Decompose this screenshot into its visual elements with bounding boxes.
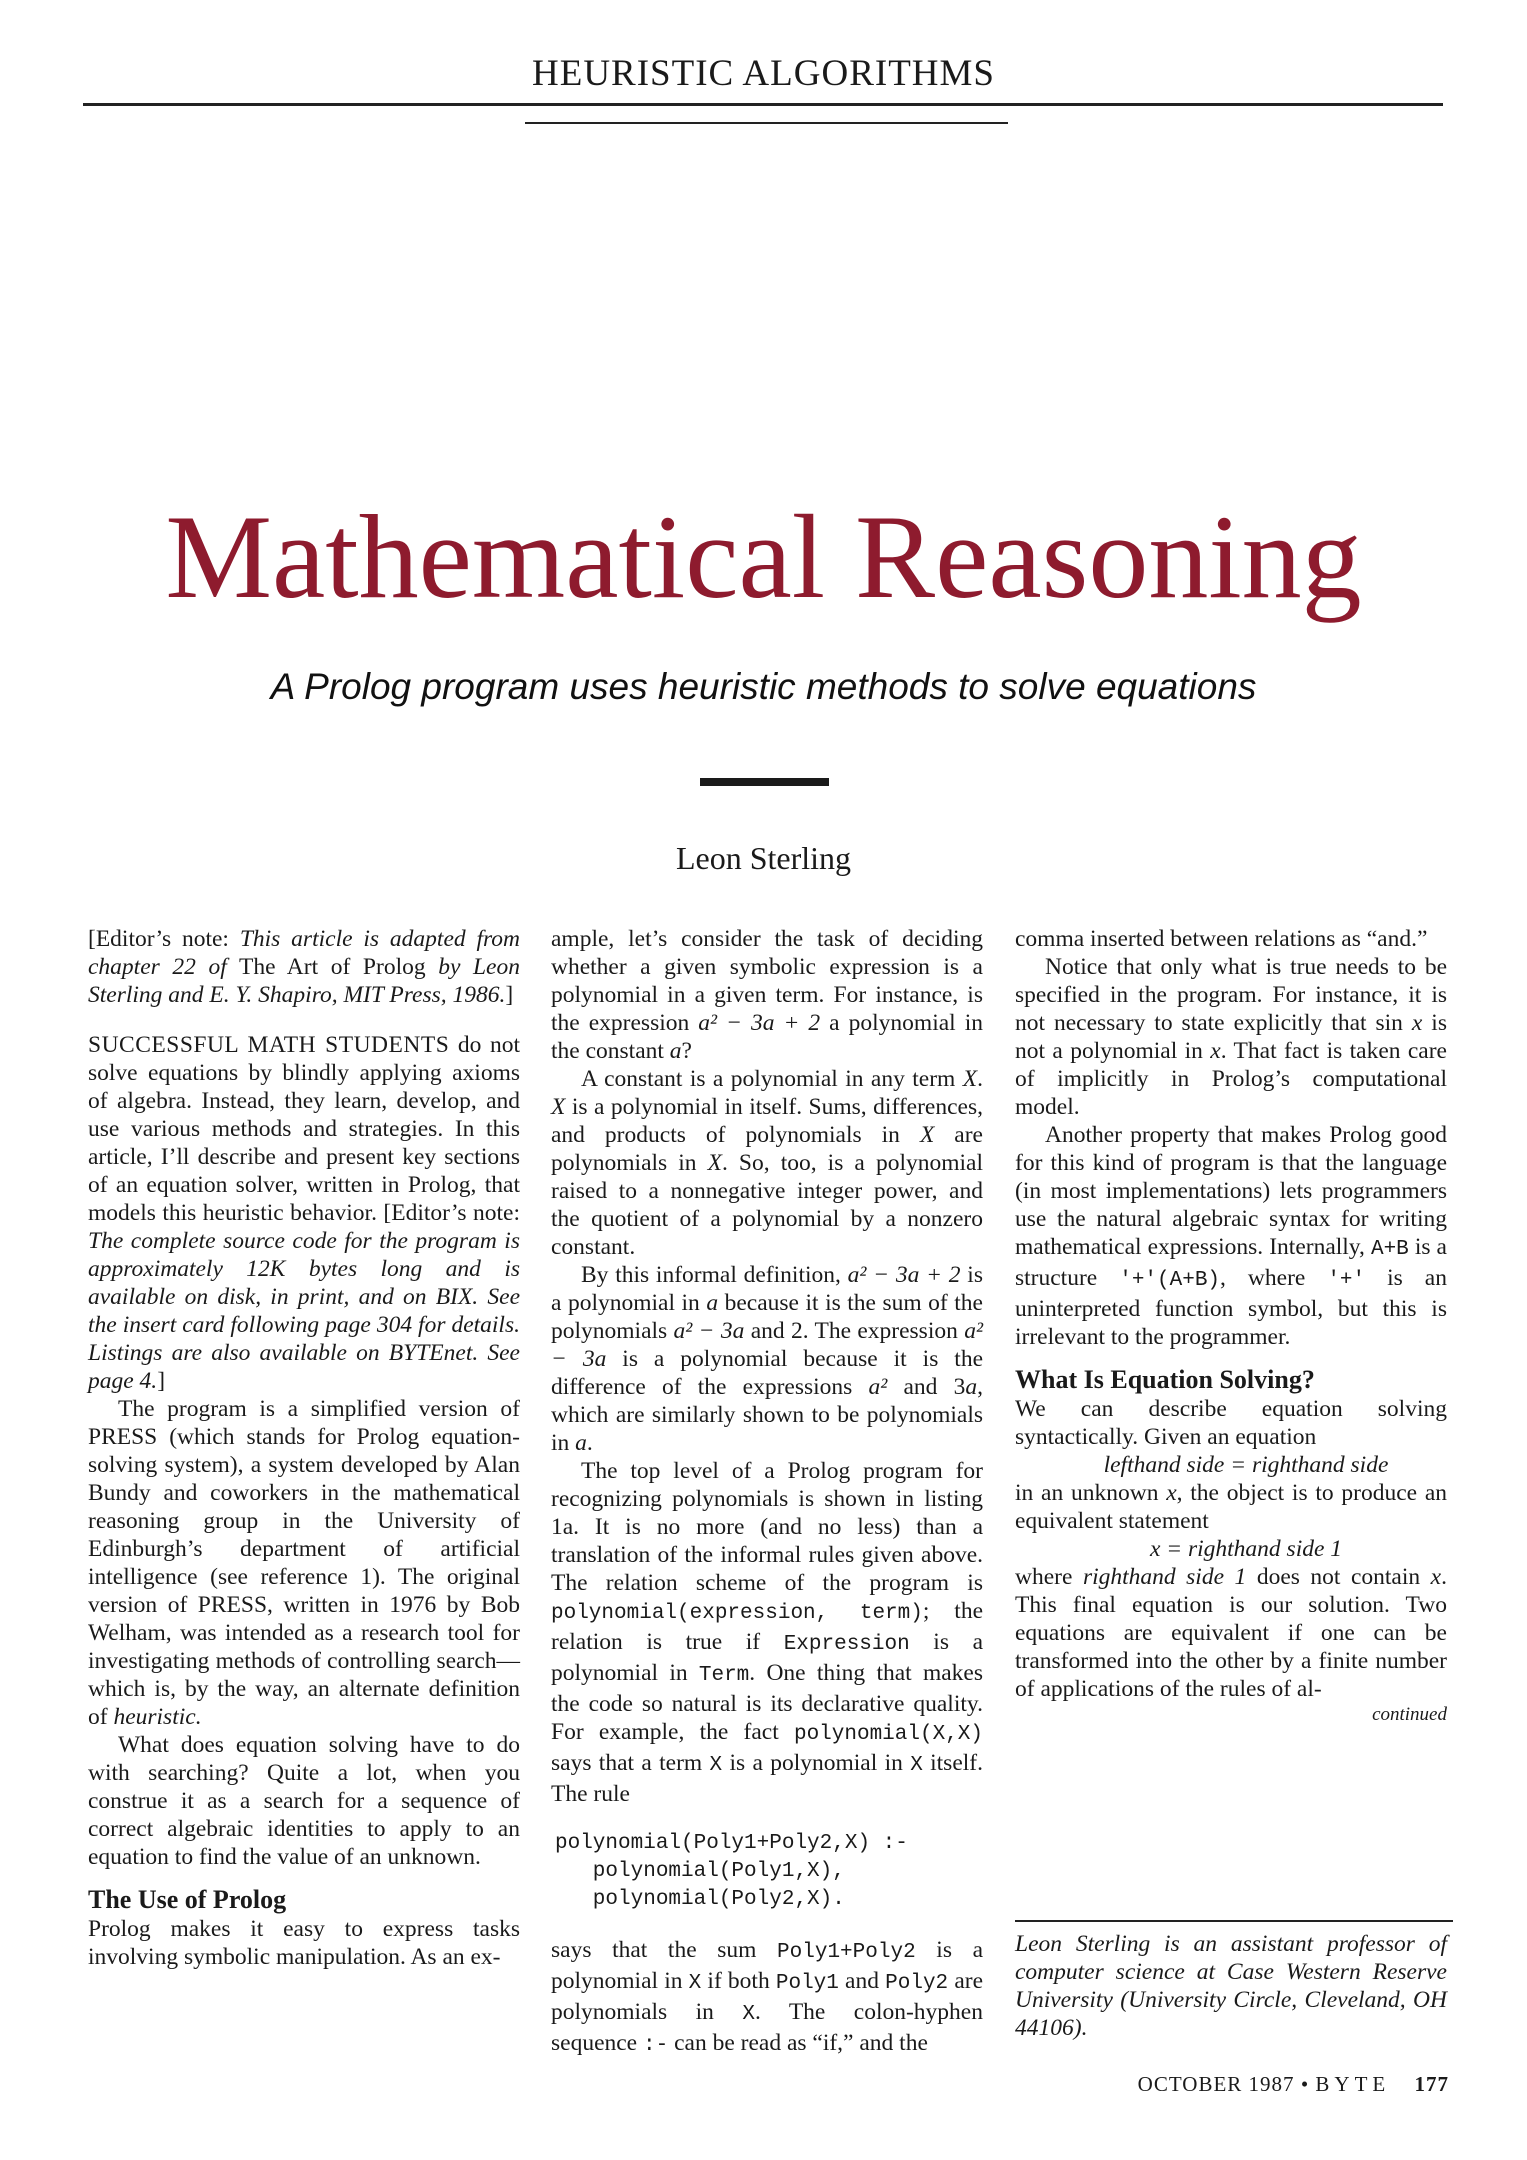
header-subrule: [525, 122, 1008, 124]
paragraph: A constant is a polynomial in any term X. X is a polynomial in itself. Sums, differences, and products of polynomials in X are polynomials in X. So, too, is a polynomial raised to a nonnegative integer power, and the quotient of a polynomial by a nonzero constant.: [551, 1066, 983, 1260]
paragraph: in an unknown x, the object is to produce an equivalent statement: [1015, 1480, 1447, 1534]
paragraph: What does equation solving have to do with searching? Quite a lot, when you construe it as a search for a sequence of correct algebraic identities to apply to an equation to find the value of an unknown.: [88, 1732, 520, 1870]
section-label: HEURISTIC ALGORITHMS: [532, 53, 995, 94]
page-number: 177: [1414, 2072, 1449, 2096]
continued-label: continued: [1372, 1704, 1447, 1725]
header-rule: [83, 103, 1443, 106]
equation: x = righthand side 1: [1149, 1536, 1343, 1562]
column-3: [1015, 925, 1447, 1727]
paragraph: We can describe equation solving syntactically. Given an equation: [1015, 1396, 1447, 1450]
code-block: polynomial(Poly1+Poly2,X) :- polynomial(Poly1,X), polynomial(Poly2,X).: [555, 1832, 908, 1911]
author-bio: Leon Sterling is an assistant professor of computer science at Case Western Reserve University (University Circle, Cleveland, OH 44106).: [1015, 1931, 1447, 2041]
article-subtitle: A Prolog program uses heuristic methods to solve equations: [270, 666, 1257, 707]
paragraph: Prolog makes it easy to express tasks involving symbolic manipulation. As an ex-: [88, 1916, 520, 1970]
section-heading: The Use of Prolog: [88, 1885, 287, 1914]
editor-note: [Editor’s note: This article is adapted from chapter 22 of The Art of Prolog by Leon Sterling and E. Y. Shapiro, MIT Press, 1986.]: [88, 926, 520, 1008]
article-title: Mathematical Reasoning: [165, 490, 1362, 623]
section-heading: What Is Equation Solving?: [1015, 1365, 1315, 1394]
paragraph: Notice that only what is true needs to be specified in the program. For instance, it is not necessary to state explicitly that sin x is not a polynomial in x. That fact is taken care of implicitly in Prolog’s computational model.: [1015, 954, 1447, 1120]
magazine-name: BYTE: [1315, 2072, 1391, 2096]
author-byline: Leon Sterling: [675, 840, 852, 876]
title-divider: [700, 778, 829, 786]
column-2: [551, 925, 983, 2060]
column-1: [88, 925, 520, 1971]
bio-rule: [1015, 1920, 1453, 1922]
paragraph: comma inserted between relations as “and.”: [1015, 926, 1428, 952]
paragraph: where righthand side 1 does not contain x. This final equation is our solution. Two equations are equivalent if one can be transformed into the other by a finite number of applications of the rules of al-: [1015, 1564, 1447, 1702]
page-footer: [1138, 2072, 1449, 2097]
paragraph: SUCCESSFUL MATH STUDENTS do not solve equations by blindly applying axioms of algebra. Instead, they learn, develop, and use various methods and strategies. In this article, I’ll describe and present key sections of an equation solver, written in Prolog, that models this heuristic behavior. [Editor’s note: The complete source code for the program is approximately 12K bytes long and is available on disk, in print, and on BIX. See the insert card following page 304 for details. Listings are also available on BYTEnet. See page 4.]: [88, 1032, 520, 1394]
paragraph: The program is a simplified version of PRESS (which stands for Prolog equation-solving system), a system developed by Alan Bundy and coworkers in the mathematical reasoning group in the University of Edinburgh’s department of artificial intelligence (see reference 1). The original version of PRESS, written in 1976 by Bob Welham, was intended as a research tool for investigating methods of controlling search—which is, by the way, an alternate definition of heuristic.: [88, 1396, 520, 1730]
paragraph: Another property that makes Prolog good for this kind of program is that the language (in most implementations) lets programmers use the natural algebraic syntax for writing mathematical expressions. Internally, A+B is a structure '+'(A+B), where '+' is an uninterpreted function symbol, but this is irrelevant to the programmer.: [1015, 1122, 1447, 1350]
paragraph: says that the sum Poly1+Poly2 is a polynomial in X if both Poly1 and Poly2 are polynomials in X. The colon-hyphen sequence :- can be read as “if,” and the: [551, 1937, 984, 2057]
paragraph: ample, let’s consider the task of deciding whether a given symbolic expression is a polynomial in a given term. For instance, is the expression a² − 3a + 2 a polynomial in the constant a?: [551, 926, 983, 1064]
equation: lefthand side = righthand side: [1103, 1452, 1389, 1478]
paragraph: By this informal definition, a² − 3a + 2 is a polynomial in a because it is the sum of the polynomials a² − 3a and 2. The expression a² − 3a is a polynomial because it is the difference of the expressions a² and 3a, which are similarly shown to be polynomials in a.: [551, 1262, 984, 1456]
footer-bullet: •: [1300, 2072, 1310, 2096]
paragraph: The top level of a Prolog program for recognizing polynomials is shown in listing 1a. It is no more (and no less) than a translation of the informal rules given above. The relation scheme of the program is polynomial(expression, term); the relation is true if Expression is a polynomial in Term. One thing that makes the code so natural is its declarative quality. For example, the fact polynomial(X,X) says that a term X is a polynomial in X itself. The rule: [551, 1458, 983, 1807]
issue-date: OCTOBER 1987: [1137, 2072, 1295, 2096]
